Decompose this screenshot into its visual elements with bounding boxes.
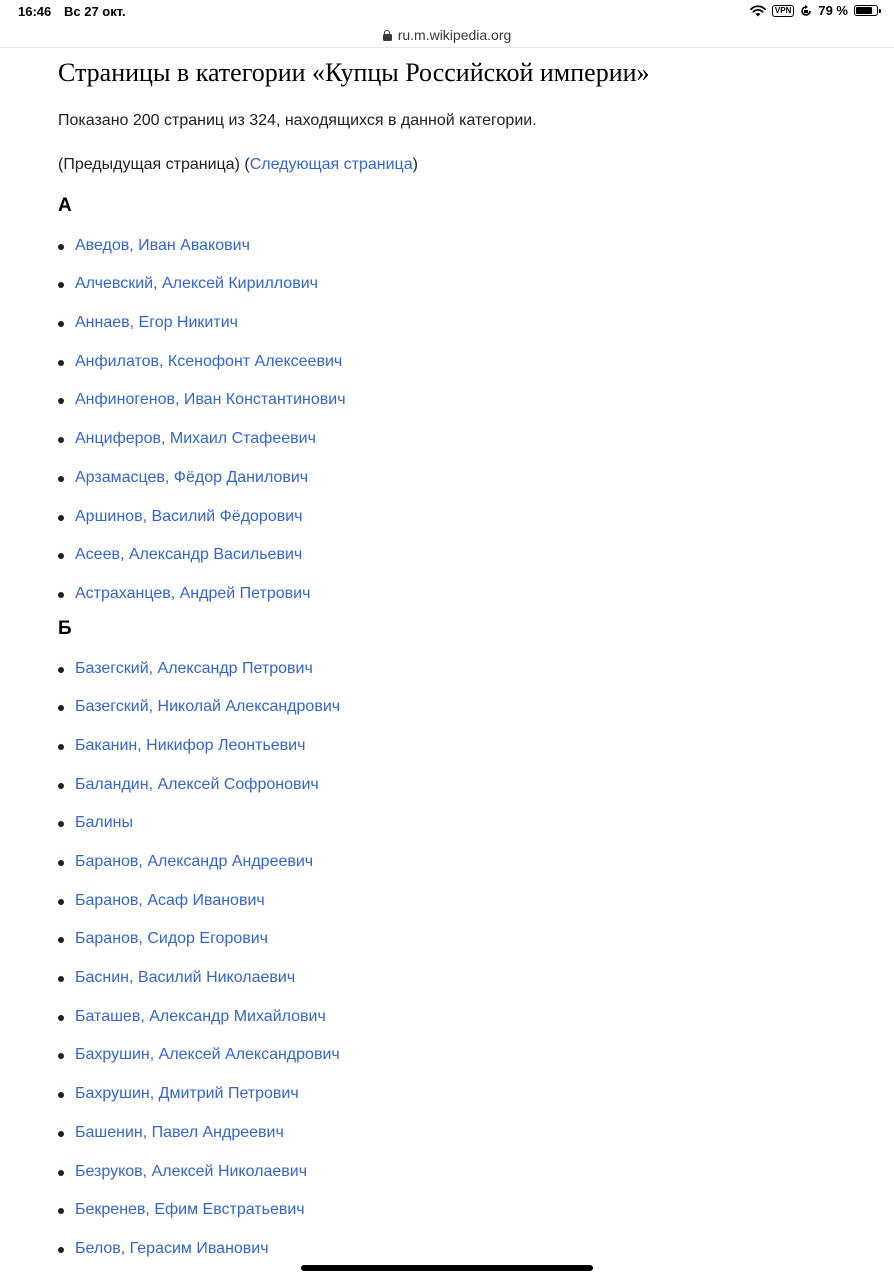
orientation-lock-icon bbox=[800, 5, 812, 17]
list-item bbox=[58, 312, 858, 334]
page-link[interactable]: Анфиногенов, Иван Константинович bbox=[75, 391, 346, 409]
battery-percent: 79 % bbox=[818, 3, 848, 18]
list-item bbox=[58, 506, 858, 528]
address-bar[interactable] bbox=[0, 22, 894, 48]
page-link[interactable]: Аведов, Иван Авакович bbox=[75, 236, 250, 254]
status-indicators bbox=[750, 3, 878, 18]
page-link[interactable]: Аннаев, Егор Никитич bbox=[75, 314, 238, 332]
category-summary: Показано 200 страниц из 324, находящихся в данной категории. bbox=[58, 112, 537, 129]
list-item bbox=[58, 583, 858, 605]
page-link[interactable]: Анциферов, Михаил Стафеевич bbox=[75, 430, 316, 448]
list-item bbox=[58, 1161, 858, 1183]
page-link[interactable]: Баландин, Алексей Софронович bbox=[75, 775, 319, 793]
page-link[interactable]: Арзамасцев, Фёдор Данилович bbox=[75, 468, 309, 486]
page-link[interactable]: Бахрушин, Алексей Александрович bbox=[75, 1046, 340, 1064]
list-item bbox=[58, 428, 858, 450]
status-bar bbox=[0, 0, 894, 24]
page-link[interactable]: Баснин, Василий Николаевич bbox=[75, 969, 296, 987]
page-link[interactable]: Бахрушин, Дмитрий Петрович bbox=[75, 1085, 299, 1103]
page-link[interactable]: Безруков, Алексей Николаевич bbox=[75, 1162, 308, 1180]
status-date: Вс 27 окт. bbox=[64, 4, 126, 19]
list-item bbox=[58, 544, 858, 566]
status-time: 16:46 bbox=[18, 4, 52, 19]
list-item bbox=[58, 1238, 858, 1260]
list-item bbox=[58, 812, 858, 834]
next-page-link[interactable]: Следующая страница bbox=[249, 156, 413, 173]
page-link[interactable]: Анфилатов, Ксенофонт Алексеевич bbox=[75, 352, 343, 370]
url-text: ru.m.wikipedia.org bbox=[397, 26, 512, 43]
lock-icon bbox=[383, 30, 392, 41]
list-item bbox=[58, 774, 858, 796]
page-link[interactable]: Астраханцев, Андрей Петрович bbox=[75, 584, 311, 602]
page-link[interactable]: Белов, Герасим Иванович bbox=[75, 1239, 269, 1257]
page-link[interactable]: Баканин, Никифор Леонтьевич bbox=[75, 736, 306, 754]
page-content bbox=[58, 56, 858, 1260]
page-link[interactable]: Баранов, Александр Андреевич bbox=[75, 853, 314, 870]
page-link[interactable]: Баранов, Сидор Егорович bbox=[75, 930, 269, 948]
section-letter-a: А bbox=[58, 195, 72, 216]
page-title: Страницы в категории «Купцы Российской империи» bbox=[58, 58, 650, 87]
page-link[interactable]: Асеев, Александр Васильевич bbox=[75, 546, 303, 564]
list-item bbox=[58, 467, 858, 489]
list-item bbox=[58, 967, 858, 989]
section-letter-b: Б bbox=[58, 617, 72, 639]
page-link[interactable]: Баранов, Асаф Иванович bbox=[75, 891, 265, 909]
page-link[interactable]: Базегский, Николай Александрович bbox=[75, 698, 341, 716]
page-link[interactable]: Балины bbox=[75, 814, 134, 832]
section-list-a bbox=[58, 235, 858, 605]
list-item bbox=[58, 351, 858, 373]
list-item bbox=[58, 928, 858, 950]
page-link[interactable]: Алчевский, Алексей Кириллович bbox=[75, 275, 318, 293]
list-item bbox=[58, 890, 858, 912]
wifi-icon bbox=[750, 5, 766, 17]
list-item bbox=[58, 1044, 858, 1066]
list-item bbox=[58, 1006, 858, 1028]
battery-icon bbox=[854, 5, 878, 16]
page-link[interactable]: Аршинов, Василий Фёдорович bbox=[75, 507, 303, 525]
vpn-badge: VPN bbox=[772, 5, 794, 17]
page-link[interactable]: Бекренев, Ефим Евстратьевич bbox=[75, 1201, 305, 1219]
list-item bbox=[58, 735, 858, 757]
list-item bbox=[58, 658, 858, 680]
pagination: (Предыдущая страница) (Следующая страница) bbox=[58, 156, 418, 173]
list-item bbox=[58, 1083, 858, 1105]
list-item bbox=[58, 1199, 858, 1221]
page-link[interactable]: Башенин, Павел Андреевич bbox=[75, 1123, 284, 1141]
list-item bbox=[58, 1122, 858, 1144]
list-item bbox=[58, 851, 858, 873]
list-item bbox=[58, 273, 858, 295]
battery-level bbox=[856, 7, 872, 14]
home-indicator[interactable] bbox=[301, 1265, 593, 1271]
list-item bbox=[58, 235, 858, 257]
page-link[interactable]: Баташев, Александр Михайлович bbox=[75, 1007, 326, 1025]
section-list-b bbox=[58, 658, 858, 1260]
list-item bbox=[58, 696, 858, 718]
page-link[interactable]: Базегский, Александр Петрович bbox=[75, 659, 313, 677]
list-item bbox=[58, 389, 858, 411]
previous-page-label: (Предыдущая страница) bbox=[58, 156, 240, 173]
